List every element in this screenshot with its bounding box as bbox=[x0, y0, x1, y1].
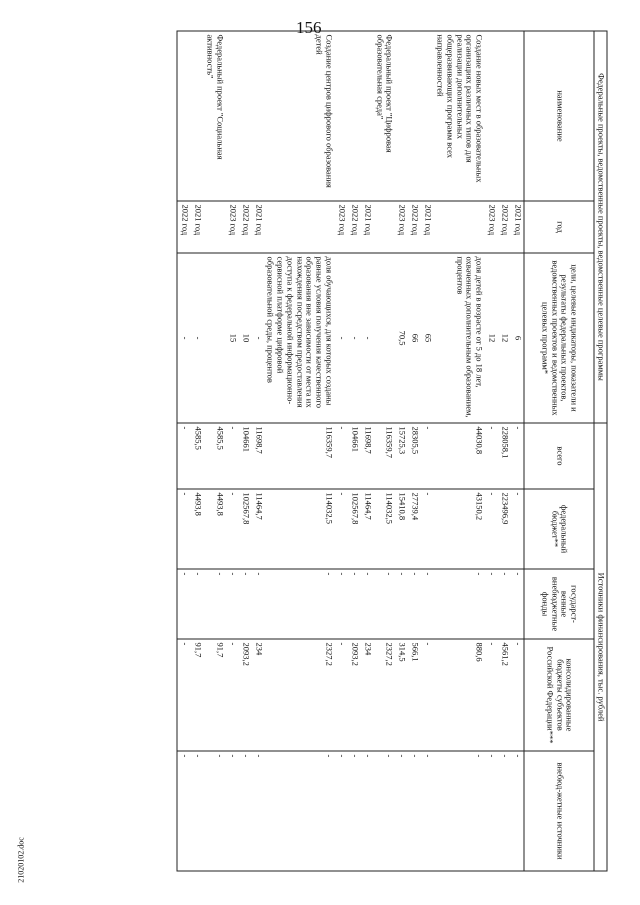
row-indicator: - bbox=[334, 253, 347, 423]
row-extra: - bbox=[334, 751, 347, 871]
row-regional: 234 bbox=[251, 639, 264, 751]
row-state-funds: - bbox=[251, 569, 264, 639]
row-state-funds: - bbox=[433, 569, 484, 639]
row-total: 116359,7 bbox=[373, 423, 395, 489]
table-row bbox=[484, 31, 497, 871]
table-row bbox=[176, 31, 190, 871]
table-body bbox=[176, 31, 523, 871]
col-header-federal: федеральный бюджет** bbox=[524, 489, 594, 569]
row-extra: - bbox=[176, 751, 190, 871]
row-total: - bbox=[334, 423, 347, 489]
row-indicator: - bbox=[360, 253, 373, 423]
row-year: 2023 год bbox=[225, 201, 238, 253]
row-state-funds: - bbox=[190, 569, 203, 639]
row-federal: 11464,7 bbox=[360, 489, 373, 569]
row-state-funds: - bbox=[510, 569, 524, 639]
row-indicator: 12 bbox=[484, 253, 497, 423]
row-federal: - bbox=[420, 489, 433, 569]
row-total: - bbox=[420, 423, 433, 489]
table-row bbox=[373, 31, 395, 871]
row-indicator: - bbox=[347, 253, 360, 423]
row-extra: - bbox=[433, 751, 484, 871]
row-regional: - bbox=[225, 639, 238, 751]
row-regional: 314,5 bbox=[394, 639, 407, 751]
row-federal: 102567,8 bbox=[347, 489, 360, 569]
row-indicator bbox=[373, 253, 395, 423]
row-regional: 91,7 bbox=[190, 639, 203, 751]
row-state-funds: - bbox=[360, 569, 373, 639]
row-year: 2022 год bbox=[176, 201, 190, 253]
row-federal: 4493,8 bbox=[190, 489, 203, 569]
table-row bbox=[360, 31, 373, 871]
row-federal: 11464,7 bbox=[251, 489, 264, 569]
row-indicator: 12 bbox=[497, 253, 510, 423]
row-extra: - bbox=[203, 751, 225, 871]
row-total: 4585,5 bbox=[190, 423, 203, 489]
row-year: 2022 год bbox=[347, 201, 360, 253]
row-federal: 15410,8 bbox=[394, 489, 407, 569]
col-header-name: наименование bbox=[524, 31, 594, 201]
row-regional: 2093,2 bbox=[238, 639, 251, 751]
table-row bbox=[407, 31, 420, 871]
row-regional: 234 bbox=[360, 639, 373, 751]
row-state-funds: - bbox=[225, 569, 238, 639]
row-extra: - bbox=[373, 751, 395, 871]
col-header-indicators: цели, целевые индикаторы, показатели и результаты федеральных проектов, ведомственных проектов и ведомственных целевых программ* bbox=[524, 253, 594, 423]
row-state-funds: - bbox=[420, 569, 433, 639]
row-federal: 223496,9 bbox=[497, 489, 510, 569]
row-name bbox=[334, 31, 347, 201]
row-total: - bbox=[484, 423, 497, 489]
row-name bbox=[176, 31, 190, 201]
row-year: 2021 год bbox=[420, 201, 433, 253]
row-name: Создание новых мест в образовательных организациях различных типов для реализации дополнительных общеразвивающих программ всех направленностей bbox=[433, 31, 484, 201]
row-total: 15725,3 bbox=[394, 423, 407, 489]
table-row bbox=[251, 31, 264, 871]
page-number: 156 bbox=[296, 18, 322, 37]
row-extra: - bbox=[190, 751, 203, 871]
row-year: 2022 год bbox=[407, 201, 420, 253]
row-regional: 2327,2 bbox=[373, 639, 395, 751]
col-header-extra: внебюд-жетные источники bbox=[524, 751, 594, 871]
row-year: 2021 год bbox=[510, 201, 524, 253]
row-year: 2023 год bbox=[334, 201, 347, 253]
row-extra: - bbox=[360, 751, 373, 871]
row-year bbox=[264, 201, 334, 253]
row-regional: - bbox=[420, 639, 433, 751]
row-name bbox=[497, 31, 510, 201]
row-name bbox=[347, 31, 360, 201]
row-extra: - bbox=[420, 751, 433, 871]
row-state-funds: - bbox=[497, 569, 510, 639]
row-year bbox=[433, 201, 484, 253]
row-indicator: - bbox=[251, 253, 264, 423]
row-indicator: 6 bbox=[510, 253, 524, 423]
row-federal: 43150,2 bbox=[433, 489, 484, 569]
projects-group-header: Федеральные проекты, ведомственные проекты, ведомственные целевые программы bbox=[594, 31, 607, 423]
table-row bbox=[264, 31, 334, 871]
col-header-regional: консолидированные бюджеты субъектов Российской Федерации*** bbox=[524, 639, 594, 751]
table-row bbox=[238, 31, 251, 871]
row-extra: - bbox=[484, 751, 497, 871]
row-name: Федеральный проект "Цифровая образовательная среда" bbox=[373, 31, 395, 201]
row-year bbox=[203, 201, 225, 253]
row-extra: - bbox=[497, 751, 510, 871]
row-indicator: 10 bbox=[238, 253, 251, 423]
row-total: 104661 bbox=[347, 423, 360, 489]
row-name bbox=[484, 31, 497, 201]
row-total: - bbox=[225, 423, 238, 489]
row-year: 2022 год bbox=[497, 201, 510, 253]
row-regional: - bbox=[510, 639, 524, 751]
row-federal: 4493,8 bbox=[203, 489, 225, 569]
table-row bbox=[420, 31, 433, 871]
row-total: 104661 bbox=[238, 423, 251, 489]
row-total: 116359,7 bbox=[264, 423, 334, 489]
row-name bbox=[238, 31, 251, 201]
row-regional: - bbox=[176, 639, 190, 751]
row-total: 28305,5 bbox=[407, 423, 420, 489]
row-indicator: - bbox=[190, 253, 203, 423]
row-extra: - bbox=[238, 751, 251, 871]
row-year: 2023 год bbox=[394, 201, 407, 253]
row-name bbox=[420, 31, 433, 201]
table-row bbox=[225, 31, 238, 871]
row-extra: - bbox=[347, 751, 360, 871]
row-indicator: 65 bbox=[420, 253, 433, 423]
table-row bbox=[433, 31, 484, 871]
row-total: 228058,1 bbox=[497, 423, 510, 489]
row-year bbox=[373, 201, 395, 253]
row-total: 11698,7 bbox=[360, 423, 373, 489]
row-federal: - bbox=[510, 489, 524, 569]
row-state-funds: - bbox=[347, 569, 360, 639]
row-name: Создание центров цифрового образования детей bbox=[264, 31, 334, 201]
row-name bbox=[190, 31, 203, 201]
table-row bbox=[394, 31, 407, 871]
row-extra: - bbox=[510, 751, 524, 871]
row-federal: - bbox=[176, 489, 190, 569]
row-name bbox=[407, 31, 420, 201]
row-state-funds: - bbox=[176, 569, 190, 639]
row-federal: 102567,8 bbox=[238, 489, 251, 569]
row-federal: 114032,5 bbox=[264, 489, 334, 569]
row-federal: - bbox=[334, 489, 347, 569]
row-federal: 27739,4 bbox=[407, 489, 420, 569]
rotated-table-frame bbox=[42, 30, 607, 870]
financing-table bbox=[42, 30, 607, 870]
row-total: 11698,7 bbox=[251, 423, 264, 489]
table-row bbox=[190, 31, 203, 871]
row-regional: 2327,2 bbox=[264, 639, 334, 751]
row-regional: 91,7 bbox=[203, 639, 225, 751]
row-name bbox=[251, 31, 264, 201]
row-federal: - bbox=[484, 489, 497, 569]
row-state-funds: - bbox=[334, 569, 347, 639]
row-state-funds: - bbox=[203, 569, 225, 639]
table-row bbox=[334, 31, 347, 871]
row-state-funds: - bbox=[484, 569, 497, 639]
row-indicator: доля обучающихся, для которых созданы равные условия получения качественного образования вне зависимости от места их нахождения посредством предоставления доступа к федеральной информационно-сервисной платформе цифровой образовательной среды, процентов bbox=[264, 253, 334, 423]
row-total: - bbox=[176, 423, 190, 489]
row-indicator: 66 bbox=[407, 253, 420, 423]
row-name bbox=[225, 31, 238, 201]
row-state-funds: - bbox=[238, 569, 251, 639]
col-header-year: год bbox=[524, 201, 594, 253]
row-name bbox=[510, 31, 524, 201]
col-header-state-funds: государст-венные внебюджетные фонды bbox=[524, 569, 594, 639]
row-indicator: 15 bbox=[225, 253, 238, 423]
row-total: 44030,8 bbox=[433, 423, 484, 489]
row-indicator: доля детей в возрасте от 5 до 18 лет, охваченных дополнительным образованием, процентов bbox=[433, 253, 484, 423]
row-regional: 880,6 bbox=[433, 639, 484, 751]
row-indicator: 70,5 bbox=[394, 253, 407, 423]
row-state-funds: - bbox=[373, 569, 395, 639]
row-total: - bbox=[510, 423, 524, 489]
row-extra: - bbox=[251, 751, 264, 871]
row-year: 2022 год bbox=[238, 201, 251, 253]
row-federal: - bbox=[225, 489, 238, 569]
row-indicator: - bbox=[176, 253, 190, 423]
funding-group-header: Источники финансирования, тыс. рублей bbox=[594, 423, 607, 871]
row-regional: 566,1 bbox=[407, 639, 420, 751]
row-state-funds: - bbox=[407, 569, 420, 639]
row-year: 2021 год bbox=[190, 201, 203, 253]
col-header-total: всего bbox=[524, 423, 594, 489]
row-total: 4585,5 bbox=[203, 423, 225, 489]
row-name bbox=[394, 31, 407, 201]
table-row bbox=[203, 31, 225, 871]
row-extra: - bbox=[407, 751, 420, 871]
row-regional: 2093,2 bbox=[347, 639, 360, 751]
table-row bbox=[347, 31, 360, 871]
row-extra: - bbox=[264, 751, 334, 871]
table-row bbox=[510, 31, 524, 871]
footer-filename: 21020102.doc bbox=[16, 837, 26, 883]
row-year: 2021 год bbox=[360, 201, 373, 253]
row-regional: - bbox=[484, 639, 497, 751]
row-regional: 4561,2 bbox=[497, 639, 510, 751]
row-state-funds: - bbox=[394, 569, 407, 639]
row-year: 2021 год bbox=[251, 201, 264, 253]
row-state-funds: - bbox=[264, 569, 334, 639]
row-extra: - bbox=[225, 751, 238, 871]
row-name: Федеральный проект "Социальная активность" bbox=[203, 31, 225, 201]
row-indicator bbox=[203, 253, 225, 423]
row-federal: 114032,5 bbox=[373, 489, 395, 569]
row-extra: - bbox=[394, 751, 407, 871]
row-regional: - bbox=[334, 639, 347, 751]
row-name bbox=[360, 31, 373, 201]
table-row bbox=[497, 31, 510, 871]
row-year: 2023 год bbox=[484, 201, 497, 253]
